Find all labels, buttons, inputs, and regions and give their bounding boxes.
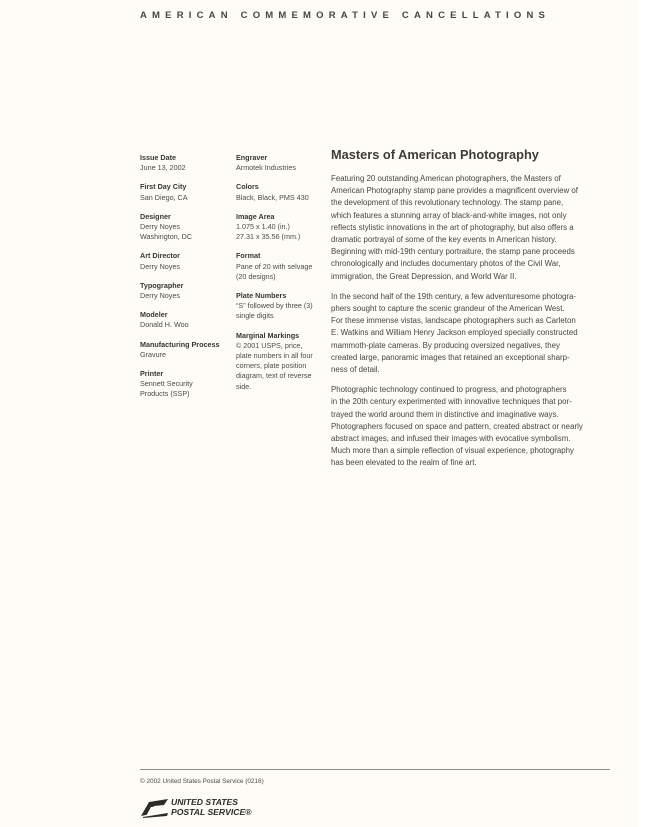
detail-value: Sennett Security bbox=[140, 379, 193, 389]
detail-label: Format bbox=[236, 251, 261, 261]
paragraph-line: In the second half of the 19th century, a few adventuresome photogra- bbox=[331, 291, 577, 301]
paragraph-line: For these immense vistas, landscape photographers such as Carleton bbox=[331, 316, 576, 326]
paragraph-line: American Photography stamp pane provides a magnificent overview of bbox=[331, 186, 578, 196]
detail-value: © 2001 USPS, price, bbox=[236, 340, 303, 350]
detail-label: Colors bbox=[236, 182, 259, 192]
paragraph-line: mammoth-plate cameras. By producing oversized negatives, they bbox=[331, 340, 560, 350]
paragraph-line: trayed the world around them in distinctive and imaginative ways. bbox=[331, 409, 559, 419]
detail-value: Donald H. Woo bbox=[140, 320, 189, 330]
detail-field bbox=[140, 212, 228, 243]
paragraph-line: the development of this revolutionary technology. The stamp pane, bbox=[331, 198, 564, 208]
detail-value: diagram, text of reverse bbox=[236, 371, 312, 381]
paragraph-line: has been elevated to the realm of fine art. bbox=[331, 458, 477, 468]
usps-wordmark-line1: UNITED STATES bbox=[171, 797, 238, 807]
article bbox=[331, 147, 603, 478]
detail-label: Art Director bbox=[140, 251, 180, 261]
detail-field bbox=[140, 369, 228, 400]
page-header: AMERICAN COMMEMORATIVE CANCELLATIONS bbox=[140, 10, 551, 21]
paragraph-line: ness of detail. bbox=[331, 365, 380, 375]
copyright-notice: © 2002 United States Postal Service (0216) bbox=[140, 778, 264, 785]
article-body bbox=[331, 173, 603, 470]
detail-value: Black, Black, PMS 430 bbox=[236, 192, 309, 202]
paragraph-line: immigration, the Great Depression, and World War II. bbox=[331, 271, 517, 281]
detail-field bbox=[236, 212, 324, 243]
detail-value: San Diego, CA bbox=[140, 192, 188, 202]
detail-value: Armotek Industries bbox=[236, 163, 296, 173]
detail-field bbox=[140, 310, 228, 330]
detail-field bbox=[236, 153, 324, 173]
usps-wordmark bbox=[171, 797, 252, 817]
paragraph-line: Featuring 20 outstanding American photographers, the Masters of bbox=[331, 174, 561, 183]
detail-value: Gravure bbox=[140, 349, 166, 359]
detail-value: “S” followed by three (3) bbox=[236, 301, 313, 311]
article-paragraph bbox=[331, 291, 603, 376]
page-margin bbox=[638, 0, 663, 827]
detail-field bbox=[140, 153, 228, 173]
detail-label: Image Area bbox=[236, 211, 275, 221]
detail-value: Washington, DC bbox=[140, 232, 193, 242]
paragraph-line: in the 20th century experimented with innovative techniques that por- bbox=[331, 397, 572, 407]
paragraph-line: which features a stunning array of black-and-white images, not only bbox=[331, 210, 567, 220]
detail-value: Pane of 20 with selvage bbox=[236, 261, 313, 271]
detail-label: Marginal Markings bbox=[236, 330, 300, 340]
detail-field bbox=[140, 281, 228, 301]
footer-divider bbox=[140, 769, 610, 770]
paragraph-line: Photographers focused on space and pattern, created abstract or nearly bbox=[331, 421, 583, 431]
detail-label: Modeler bbox=[140, 310, 168, 320]
detail-value: Derry Noyes bbox=[140, 222, 180, 232]
detail-label: Typographer bbox=[140, 280, 184, 290]
article-paragraph bbox=[331, 173, 603, 283]
paragraph-line: Much more than a simple reflection of visual experience, photography bbox=[331, 446, 574, 456]
usps-logo bbox=[140, 796, 260, 820]
detail-label: Plate Numbers bbox=[236, 291, 287, 301]
detail-value: Derry Noyes bbox=[140, 261, 180, 271]
detail-value: Derry Noyes bbox=[140, 291, 180, 301]
paragraph-line: abstract images, and infused their images with evocative symbolism. bbox=[331, 434, 571, 444]
stamp-details-right bbox=[236, 153, 324, 401]
paragraph-line: reflects stylistic innovations in the art of photography, but also offers a bbox=[331, 222, 574, 232]
paragraph-line: Beginning with mid-19th century portraiture, the stamp pane proceeds bbox=[331, 247, 575, 257]
eagle-logo-icon bbox=[140, 796, 170, 818]
paragraph-line: chronologically and includes documentary photos of the Civil War, bbox=[331, 259, 561, 269]
detail-field bbox=[236, 291, 324, 322]
detail-label: Manufacturing Process bbox=[140, 339, 220, 349]
detail-value: June 13, 2002 bbox=[140, 163, 186, 173]
paragraph-line: E. Watkins and William Henry Jackson employed specially constructed bbox=[331, 328, 578, 338]
detail-value: 1.075 x 1.40 (in.) bbox=[236, 222, 290, 232]
detail-label: First Day City bbox=[140, 182, 187, 192]
detail-field bbox=[140, 340, 228, 360]
detail-value: (20 designs) bbox=[236, 271, 276, 281]
paragraph-line: Photographic technology continued to progress, and photographers bbox=[331, 385, 567, 395]
detail-label: Designer bbox=[140, 211, 171, 221]
detail-label: Engraver bbox=[236, 153, 268, 162]
article-paragraph bbox=[331, 384, 603, 469]
usps-wordmark-line2: POSTAL SERVICE® bbox=[171, 807, 252, 817]
detail-value: corners, plate position bbox=[236, 361, 307, 371]
detail-field bbox=[236, 251, 324, 282]
paragraph-line: created large, panoramic images that retained an exceptional sharp- bbox=[331, 352, 570, 362]
article-title: Masters of American Photography bbox=[331, 147, 539, 162]
detail-value: 27.31 x 35.56 (mm.) bbox=[236, 232, 301, 242]
paragraph-line: phers sought to capture the scenic grandeur of the American West. bbox=[331, 304, 565, 314]
paragraph-line: dramatic portrayal of some of the key events in American history. bbox=[331, 235, 557, 245]
detail-field bbox=[140, 251, 228, 271]
detail-value: single digits bbox=[236, 311, 274, 321]
detail-value: side. bbox=[236, 381, 252, 391]
stamp-details-left bbox=[140, 153, 228, 409]
detail-value: Products (SSP) bbox=[140, 389, 190, 399]
detail-field bbox=[236, 331, 324, 392]
detail-value: plate numbers in all four bbox=[236, 351, 313, 361]
detail-label: Printer bbox=[140, 369, 164, 379]
detail-field bbox=[236, 182, 324, 202]
detail-field bbox=[140, 182, 228, 202]
detail-label: Issue Date bbox=[140, 153, 176, 162]
